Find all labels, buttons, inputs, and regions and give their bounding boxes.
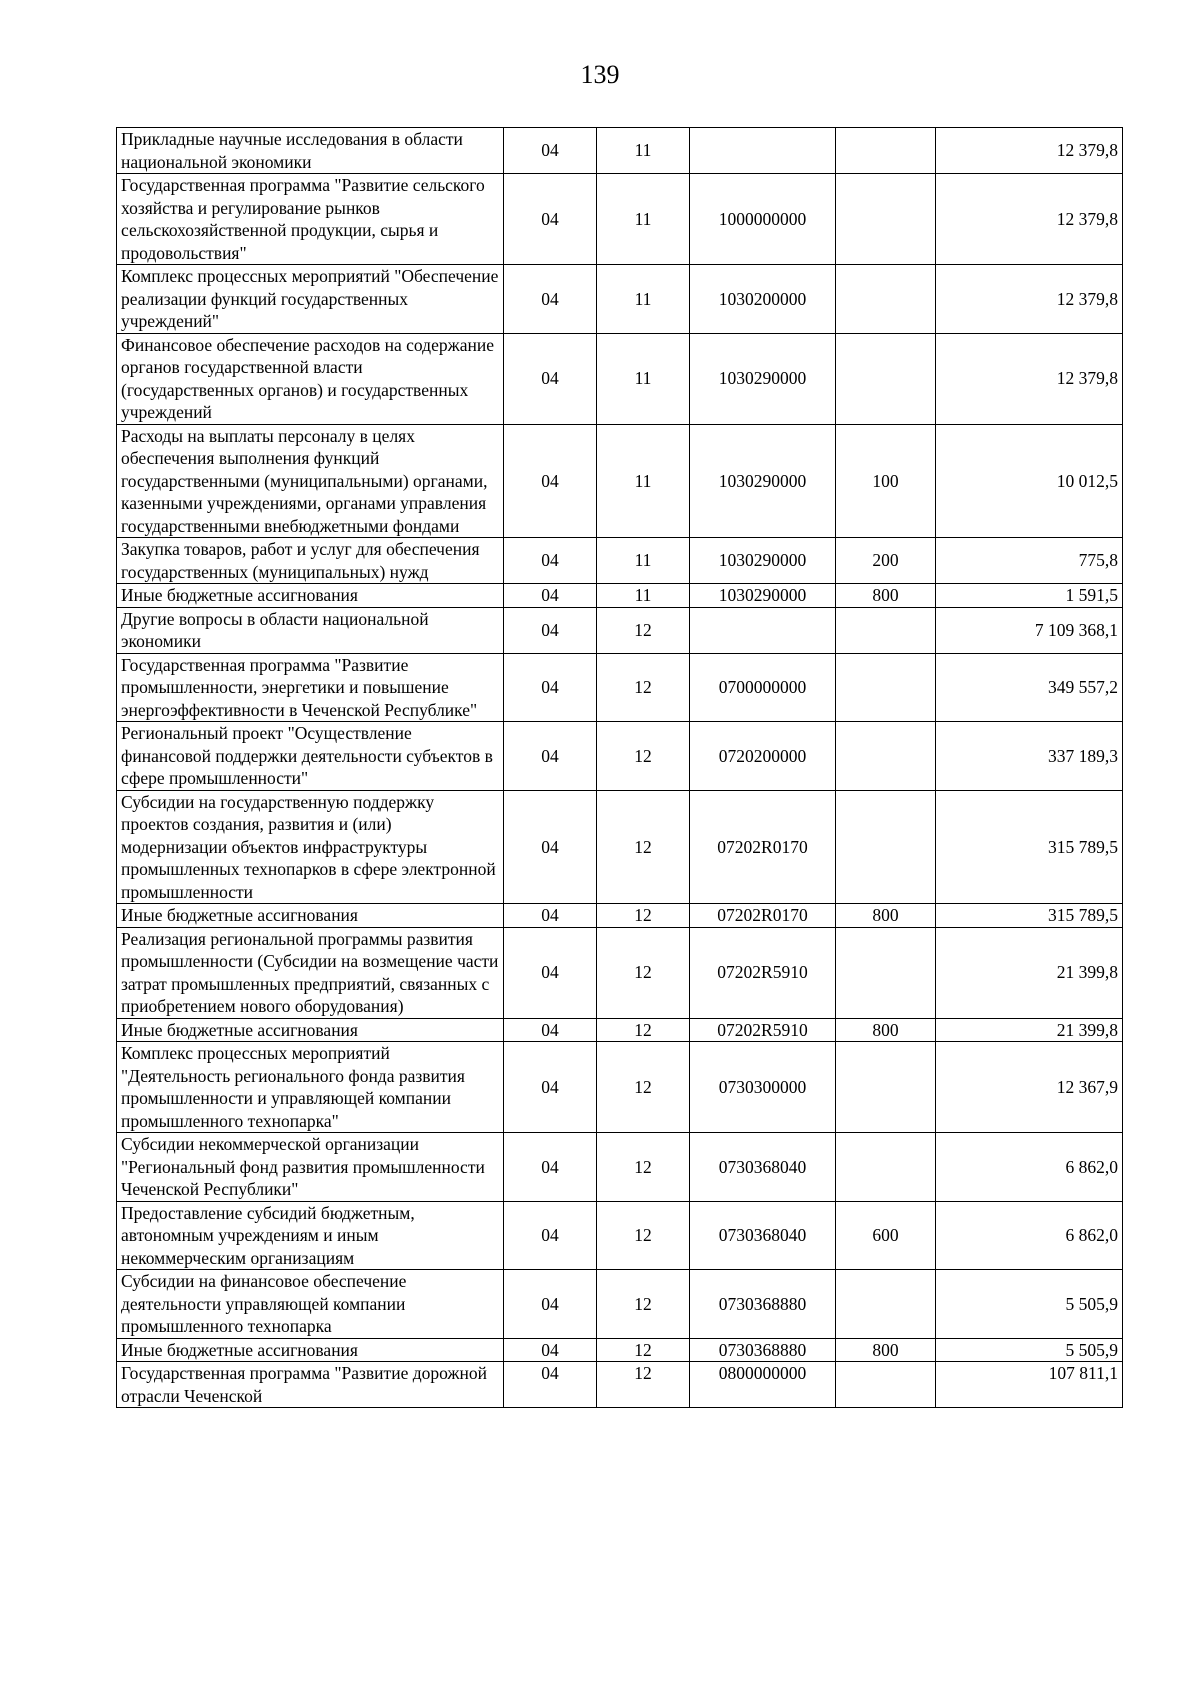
subsection-code: 12 — [597, 1018, 690, 1042]
subsection-code: 12 — [597, 1362, 690, 1408]
expense-type-code: 800 — [836, 584, 936, 608]
expense-type-code: 800 — [836, 904, 936, 928]
amount: 315 789,5 — [936, 790, 1123, 904]
amount: 107 811,1 — [936, 1362, 1123, 1408]
table-row — [117, 790, 1123, 904]
section-code: 04 — [504, 927, 597, 1018]
table-row — [117, 1042, 1123, 1133]
table-row — [117, 1270, 1123, 1339]
section-code: 04 — [504, 128, 597, 174]
section-code: 04 — [504, 424, 597, 538]
amount: 12 379,8 — [936, 174, 1123, 265]
section-code: 04 — [504, 1338, 597, 1362]
expense-type-code — [836, 1362, 936, 1408]
amount: 21 399,8 — [936, 927, 1123, 1018]
expense-type-code: 800 — [836, 1018, 936, 1042]
section-code: 04 — [504, 607, 597, 653]
subsection-code: 11 — [597, 128, 690, 174]
target-article-code: 07202R0170 — [690, 904, 836, 928]
table-row — [117, 424, 1123, 538]
table-row — [117, 1362, 1123, 1408]
expense-type-code — [836, 607, 936, 653]
item-name: Региональный проект "Осуществление финансовой поддержки деятельности субъектов в сфере промышленности" — [117, 722, 504, 791]
table-row — [117, 538, 1123, 584]
item-name: Субсидии некоммерческой организации "Региональный фонд развития промышленности Чеченской Республики" — [117, 1133, 504, 1202]
subsection-code: 11 — [597, 424, 690, 538]
section-code: 04 — [504, 1042, 597, 1133]
amount: 6 862,0 — [936, 1201, 1123, 1270]
table-row — [117, 722, 1123, 791]
subsection-code: 11 — [597, 265, 690, 334]
amount: 315 789,5 — [936, 904, 1123, 928]
target-article-code: 0700000000 — [690, 653, 836, 722]
expense-type-code — [836, 722, 936, 791]
amount: 12 379,8 — [936, 128, 1123, 174]
table-row — [117, 584, 1123, 608]
expense-type-code — [836, 174, 936, 265]
subsection-code: 12 — [597, 1270, 690, 1339]
table-row — [117, 128, 1123, 174]
table-row — [117, 653, 1123, 722]
subsection-code: 12 — [597, 722, 690, 791]
section-code: 04 — [504, 174, 597, 265]
expense-type-code — [836, 265, 936, 334]
table-row — [117, 904, 1123, 928]
target-article-code: 0730368040 — [690, 1201, 836, 1270]
amount: 349 557,2 — [936, 653, 1123, 722]
item-name: Комплекс процессных мероприятий "Обеспечение реализации функций государственных учреждений" — [117, 265, 504, 334]
item-name: Прикладные научные исследования в области национальной экономики — [117, 128, 504, 174]
section-code: 04 — [504, 790, 597, 904]
table-row — [117, 265, 1123, 334]
table-row — [117, 1201, 1123, 1270]
section-code: 04 — [504, 904, 597, 928]
section-code: 04 — [504, 653, 597, 722]
section-code: 04 — [504, 722, 597, 791]
item-name: Субсидии на финансовое обеспечение деятельности управляющей компании промышленного технопарка — [117, 1270, 504, 1339]
target-article-code: 1030200000 — [690, 265, 836, 334]
item-name: Финансовое обеспечение расходов на содержание органов государственной власти (государственных органов) и государственных учреждений — [117, 333, 504, 424]
amount: 12 379,8 — [936, 333, 1123, 424]
section-code: 04 — [504, 1018, 597, 1042]
section-code: 04 — [504, 538, 597, 584]
subsection-code: 12 — [597, 927, 690, 1018]
expense-type-code — [836, 790, 936, 904]
section-code: 04 — [504, 265, 597, 334]
section-code: 04 — [504, 1362, 597, 1408]
subsection-code: 12 — [597, 1042, 690, 1133]
target-article-code: 07202R0170 — [690, 790, 836, 904]
expense-type-code — [836, 333, 936, 424]
amount: 775,8 — [936, 538, 1123, 584]
section-code: 04 — [504, 1133, 597, 1202]
target-article-code: 0730368880 — [690, 1338, 836, 1362]
target-article-code: 1000000000 — [690, 174, 836, 265]
target-article-code: 0720200000 — [690, 722, 836, 791]
item-name: Иные бюджетные ассигнования — [117, 904, 504, 928]
target-article-code: 1030290000 — [690, 538, 836, 584]
subsection-code: 12 — [597, 607, 690, 653]
subsection-code: 11 — [597, 174, 690, 265]
budget-table — [116, 127, 1123, 1408]
amount: 10 012,5 — [936, 424, 1123, 538]
amount: 6 862,0 — [936, 1133, 1123, 1202]
expense-type-code — [836, 1042, 936, 1133]
item-name: Закупка товаров, работ и услуг для обеспечения государственных (муниципальных) нужд — [117, 538, 504, 584]
table-row — [117, 174, 1123, 265]
subsection-code: 11 — [597, 538, 690, 584]
item-name: Предоставление субсидий бюджетным, автономным учреждениям и иным некоммерческим организациям — [117, 1201, 504, 1270]
section-code: 04 — [504, 584, 597, 608]
amount: 12 379,8 — [936, 265, 1123, 334]
section-code: 04 — [504, 333, 597, 424]
subsection-code: 11 — [597, 584, 690, 608]
item-name: Субсидии на государственную поддержку проектов создания, развития и (или) модернизации объектов инфраструктуры промышленных технопарков в сфере электронной промышленности — [117, 790, 504, 904]
target-article-code: 07202R5910 — [690, 1018, 836, 1042]
item-name: Государственная программа "Развитие дорожной отрасли Чеченской — [117, 1362, 504, 1408]
item-name: Другие вопросы в области национальной экономики — [117, 607, 504, 653]
item-name: Комплекс процессных мероприятий "Деятельность регионального фонда развития промышленности и управляющей компании промышленного технопарка" — [117, 1042, 504, 1133]
expense-type-code — [836, 128, 936, 174]
subsection-code: 11 — [597, 333, 690, 424]
item-name: Расходы на выплаты персоналу в целях обеспечения выполнения функций государственными (муниципальными) органами, казенными учреждениями, органами управления государственными внебюджетными фондами — [117, 424, 504, 538]
item-name: Государственная программа "Развитие сельского хозяйства и регулирование рынков сельскохозяйственной продукции, сырья и продовольствия" — [117, 174, 504, 265]
target-article-code: 0730368880 — [690, 1270, 836, 1339]
section-code: 04 — [504, 1270, 597, 1339]
target-article-code: 0730300000 — [690, 1042, 836, 1133]
expense-type-code — [836, 927, 936, 1018]
subsection-code: 12 — [597, 1338, 690, 1362]
page-number: 139 — [580, 60, 620, 89]
section-code: 04 — [504, 1201, 597, 1270]
target-article-code: 0730368040 — [690, 1133, 836, 1202]
target-article-code — [690, 607, 836, 653]
target-article-code: 07202R5910 — [690, 927, 836, 1018]
subsection-code: 12 — [597, 653, 690, 722]
target-article-code: 1030290000 — [690, 424, 836, 538]
table-row — [117, 607, 1123, 653]
item-name: Реализация региональной программы развития промышленности (Субсидии на возмещение части затрат промышленных предприятий, связанных с приобретением нового оборудования) — [117, 927, 504, 1018]
table-row — [117, 1338, 1123, 1362]
expense-type-code — [836, 653, 936, 722]
expense-type-code — [836, 1133, 936, 1202]
amount: 1 591,5 — [936, 584, 1123, 608]
amount: 5 505,9 — [936, 1338, 1123, 1362]
amount: 21 399,8 — [936, 1018, 1123, 1042]
subsection-code: 12 — [597, 1201, 690, 1270]
amount: 12 367,9 — [936, 1042, 1123, 1133]
amount: 7 109 368,1 — [936, 607, 1123, 653]
table-row — [117, 1018, 1123, 1042]
expense-type-code: 100 — [836, 424, 936, 538]
item-name: Государственная программа "Развитие промышленности, энергетики и повышение энергоэффективности в Чеченской Республике" — [117, 653, 504, 722]
subsection-code: 12 — [597, 904, 690, 928]
amount: 5 505,9 — [936, 1270, 1123, 1339]
target-article-code — [690, 128, 836, 174]
table-row — [117, 1133, 1123, 1202]
expense-type-code: 200 — [836, 538, 936, 584]
table-row — [117, 333, 1123, 424]
table-row — [117, 927, 1123, 1018]
subsection-code: 12 — [597, 790, 690, 904]
amount: 337 189,3 — [936, 722, 1123, 791]
expense-type-code: 800 — [836, 1338, 936, 1362]
expense-type-code: 600 — [836, 1201, 936, 1270]
item-name: Иные бюджетные ассигнования — [117, 1018, 504, 1042]
item-name: Иные бюджетные ассигнования — [117, 1338, 504, 1362]
expense-type-code — [836, 1270, 936, 1339]
target-article-code: 1030290000 — [690, 333, 836, 424]
subsection-code: 12 — [597, 1133, 690, 1202]
target-article-code: 0800000000 — [690, 1362, 836, 1408]
item-name: Иные бюджетные ассигнования — [117, 584, 504, 608]
target-article-code: 1030290000 — [690, 584, 836, 608]
